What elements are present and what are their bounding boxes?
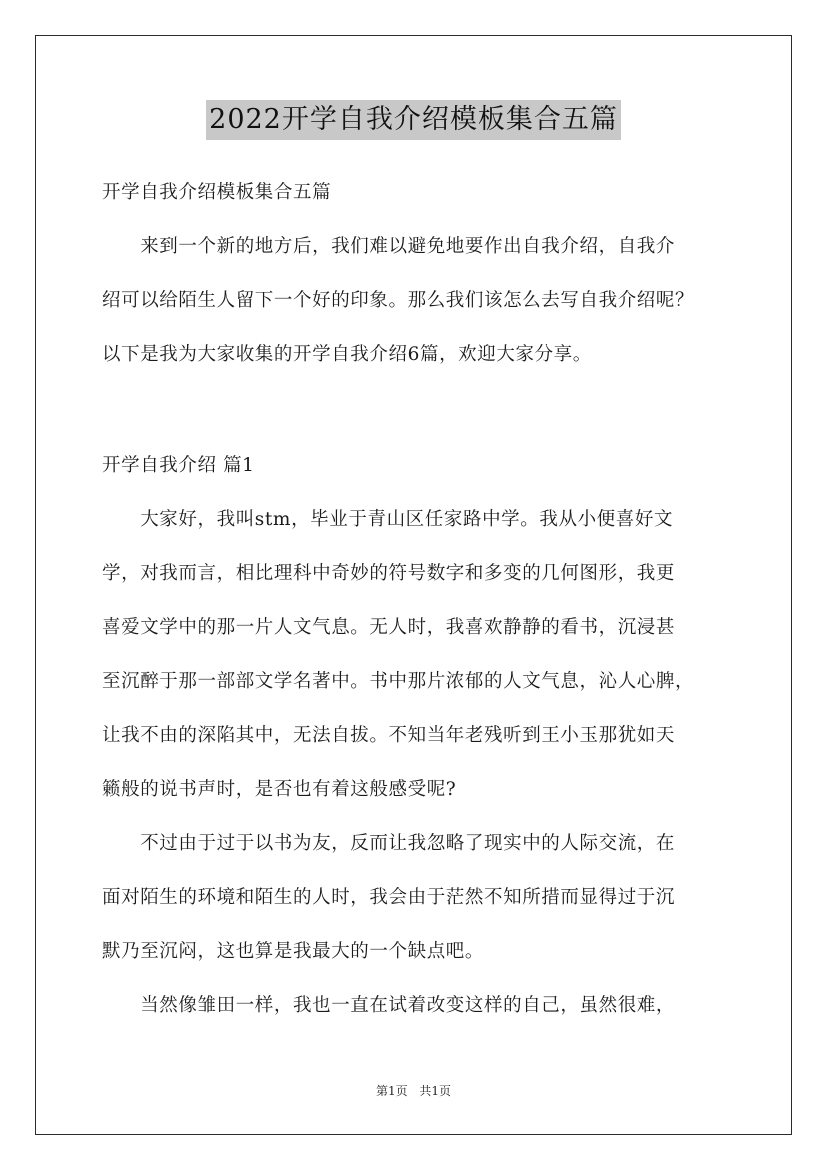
body-line: 喜爱文学中的那一片人文气息。无人时，我喜欢静静的看书，沉浸甚 — [102, 617, 676, 638]
body-line: 以下是我为大家收集的开学自我介绍6篇，欢迎大家分享。 — [102, 344, 592, 365]
page-number: 第1页 — [375, 1084, 408, 1098]
body-line: 学，对我而言，相比理科中奇妙的符号数字和多变的几何图形，我更 — [102, 563, 676, 584]
body-line: 来到一个新的地方后，我们难以避免地要作出自我介绍，自我介 — [102, 236, 676, 257]
document-title: 2022开学自我介绍模板集合五篇 — [206, 100, 621, 140]
body-line: 至沉醉于那一部部文学名著中。书中那片浓郁的人文气息，沁人心脾， — [102, 671, 695, 692]
section-heading: 开学自我介绍 篇1 — [102, 455, 255, 476]
body-line: 绍可以给陌生人留下一个好的印象。那么我们该怎么去写自我介绍呢？ — [102, 290, 695, 311]
subtitle-line: 开学自我介绍模板集合五篇 — [102, 182, 332, 203]
page-footer — [0, 1083, 827, 1099]
body-line: 不过由于过于以书为友，反而让我忽略了现实中的人际交流，在 — [102, 833, 676, 854]
body-line: 面对陌生的环境和陌生的人时，我会由于茫然不知所措而显得过于沉 — [102, 887, 676, 908]
body-line: 籁般的说书声时，是否也有着这般感受呢? — [102, 779, 457, 800]
body-line: 默乃至沉闷，这也算是我最大的一个缺点吧。 — [102, 941, 485, 962]
page-total: 共1页 — [419, 1084, 452, 1098]
body-line: 让我不由的深陷其中，无法自拔。不知当年老残听到王小玉那犹如天 — [102, 725, 676, 746]
body-line: 大家好，我叫stm，毕业于青山区任家路中学。我从小便喜好文 — [102, 509, 674, 530]
title-container — [0, 100, 827, 140]
body-line: 当然像雏田一样，我也一直在试着改变这样的自己，虽然很难， — [102, 995, 676, 1016]
